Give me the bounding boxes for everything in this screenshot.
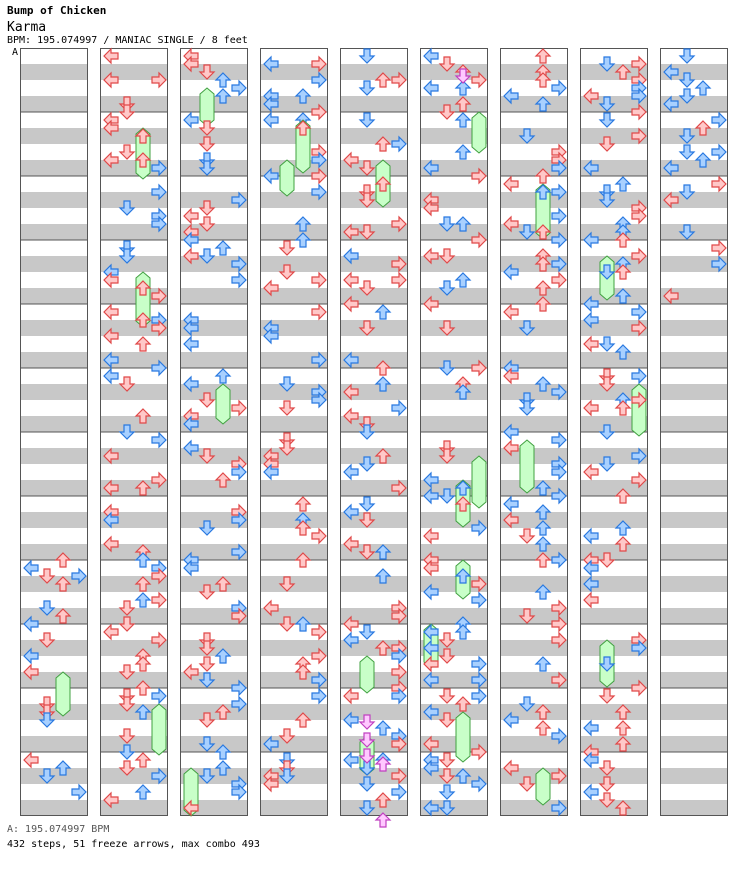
stripe-row [580,704,648,720]
stripe-row [660,544,728,560]
stripe-row [20,592,88,608]
stripe-row [20,336,88,352]
stripe-row [100,608,168,624]
stripe-row [20,240,88,256]
stripe-row [420,608,488,624]
stripe-row [20,720,88,736]
stripe-row [660,672,728,688]
stripe-row [260,544,328,560]
stripe-row [20,288,88,304]
stripe-row [20,496,88,512]
stripe-row [20,176,88,192]
stripe-row [660,608,728,624]
stripe-row [660,800,728,816]
stripe-row [20,432,88,448]
stripe-row [500,576,568,592]
stripe-row [660,384,728,400]
stripe-row [420,720,488,736]
stripe-row [20,480,88,496]
stripe-row [340,560,408,576]
stripe-row [580,144,648,160]
stripe-row [260,512,328,528]
stripe-row [260,496,328,512]
stripe-row [20,208,88,224]
freeze-arrow-icon [520,440,534,493]
stripe-row [260,416,328,432]
stripe-row [420,400,488,416]
stripe-row [180,128,248,144]
stripe-row [260,224,328,240]
freeze-arrow-icon [280,160,294,196]
stripe-row [20,800,88,816]
stripe-row [180,176,248,192]
stripe-row [20,736,88,752]
stripe-row [660,432,728,448]
stripe-row [660,528,728,544]
chart-info: BPM: 195.074997 / MANIAC SINGLE / 8 feet [7,35,248,46]
stripe-row [100,400,168,416]
stripe-row [500,336,568,352]
stripe-row [20,128,88,144]
stripe-row [20,320,88,336]
stripe-row [660,688,728,704]
stripe-row [20,512,88,528]
step-stats: 432 steps, 51 freeze arrows, max combo 493 [7,839,260,850]
stripe-row [100,672,168,688]
stripe-row [580,768,648,784]
stripe-row [180,752,248,768]
stripe-row [20,368,88,384]
stripe-row [260,560,328,576]
stripe-row [660,352,728,368]
bpm-footer: A: 195.074997 BPM [7,824,110,835]
stripe-row [660,80,728,96]
stripe-row [260,128,328,144]
stripe-row [100,384,168,400]
stripe-row [340,176,408,192]
stripe-row [660,592,728,608]
stripe-row [180,288,248,304]
stripe-row [20,304,88,320]
stripe-row [660,784,728,800]
stripe-row [20,144,88,160]
stripe-row [580,352,648,368]
stripe-row [660,400,728,416]
stripe-row [260,256,328,272]
stripe-row [340,448,408,464]
stripe-row [660,272,728,288]
stripe-row [660,736,728,752]
stripe-row [660,496,728,512]
stripe-row [580,496,648,512]
stripe-row [420,384,488,400]
stripe-row [500,656,568,672]
stripe-row [20,48,88,64]
stripe-row [20,272,88,288]
stripe-row [20,64,88,80]
stripe-row [660,720,728,736]
stripe-row [500,784,568,800]
stripe-row [660,512,728,528]
stripe-row [20,400,88,416]
stripe-row [260,704,328,720]
stripe-row [660,560,728,576]
stripe-row [260,208,328,224]
stripe-row [20,528,88,544]
freeze-arrow-icon [472,456,486,508]
stripe-row [660,416,728,432]
stripe-row [20,352,88,368]
freeze-arrow-icon [360,656,374,693]
stripe-row [660,576,728,592]
stripe-row [20,448,88,464]
stripe-row [260,368,328,384]
stripe-row [660,704,728,720]
stripe-row [180,720,248,736]
stripe-row [20,688,88,704]
stripe-row [420,416,488,432]
freeze-arrow-icon [536,768,550,805]
stripe-row [260,800,328,816]
stripe-row [180,624,248,640]
stripe-row [20,96,88,112]
stripe-row [660,480,728,496]
stripe-row [420,96,488,112]
stripe-row [100,416,168,432]
stripe-row [500,48,568,64]
stripe-row [340,96,408,112]
song-title: Karma [7,20,47,35]
stripe-row [20,80,88,96]
stripe-row [660,464,728,480]
freeze-arrow-icon [152,704,166,755]
stripe-row [340,368,408,384]
stripe-row [180,480,248,496]
stripe-row [340,336,408,352]
stripe-row [500,112,568,128]
stripe-row [500,688,568,704]
stripe-row [20,384,88,400]
stripe-row [20,112,88,128]
stripe-row [180,352,248,368]
stripe-row [580,512,648,528]
stripe-row [180,576,248,592]
stripe-row [260,720,328,736]
stripe-row [580,800,648,816]
stripe-row [500,64,568,80]
stripe-row [100,656,168,672]
stripe-row [660,368,728,384]
stripe-row [260,480,328,496]
stripe-row [500,288,568,304]
stripe-row [580,176,648,192]
stripe-row [660,304,728,320]
stripe-row [340,432,408,448]
stripe-row [660,624,728,640]
stripe-row [20,224,88,240]
stripe-row [660,752,728,768]
stripe-row [20,160,88,176]
artist-name: Bump of Chicken [7,4,107,17]
freeze-arrow-icon [632,384,646,436]
stripe-row [180,528,248,544]
stripe-row [660,640,728,656]
freeze-arrow-icon [56,672,70,716]
stripe-row [180,144,248,160]
stripe-row [20,416,88,432]
freeze-arrow-icon [472,112,486,153]
stripe-row [340,576,408,592]
stripe-row [420,432,488,448]
stripe-row [660,208,728,224]
stripe-row [20,464,88,480]
stripe-row [20,544,88,560]
stripe-row [420,336,488,352]
stripe-row [660,656,728,672]
stripe-row [660,448,728,464]
freeze-arrow-icon [456,712,470,762]
stripe-row [420,272,488,288]
freeze-arrow-icon [216,384,230,424]
freeze-arrow-icon [200,88,214,126]
bpm-marker: A [12,47,19,58]
stripe-row [20,256,88,272]
stripe-row [580,608,648,624]
stripe-row [660,768,728,784]
stripe-row [660,336,728,352]
stripe-row [20,192,88,208]
stripe-row [660,320,728,336]
